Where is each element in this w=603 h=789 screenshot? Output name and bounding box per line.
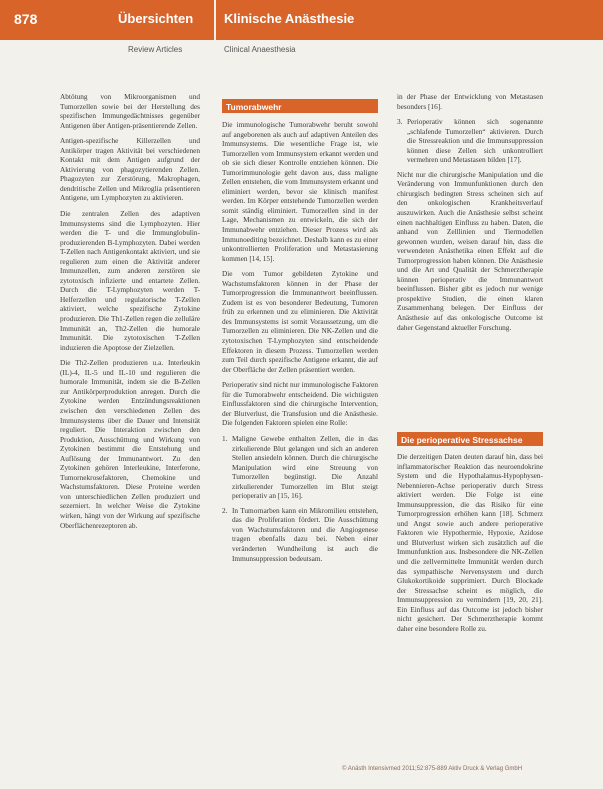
list-number: 3.: [397, 117, 403, 127]
column-right-lower: [397, 452, 543, 639]
list-text: Maligne Gewebe enthalten Zellen, die in das zirkulierende Blut gelangen und sich an anderen Stellen ansiedeln können. Durch die chirurgische Manipulation wird eine Streuung von Tumorzellen begünstigt. Die Anzahl zirkulierender Tumorzellen im Blut steigt perioperativ an [15, 16].: [232, 433, 378, 501]
column-left: [60, 92, 200, 536]
list-item: [397, 117, 543, 165]
section-heading-tumorabwehr: Tumorabwehr: [222, 99, 378, 113]
paragraph: Die Th2-Zellen produzieren u.a. Interleukin (IL)-4, IL-5 und IL-10 und regulieren die humorale Immunität, indem sie die B-Zellen zur Antikörperproduktion anregen. Durch die Zytokine werden Entzündungsreaktionen zwischen den verschiedenen Zellen des Immunsystems über die Dauer und Intensität reguliert. Die Interaktion zwischen den Produktion, Ausschüttung und Wirkung von Zytokinen bestimmt die Entstehung und Auflösung der Immunantwort. Zu den Zytokinen gehören Interleukine, Interferone, Tumornekrosefaktoren, Chemokine und Wachstumsfaktoren. Diese Proteine werden von unterschiedlichen Zellen produziert und sezerniert. In welcher Weise die Zytokine wirken, hängt von der Wirkung auf spezifische Oberflächenrezeptoren ab.: [60, 358, 200, 530]
paragraph: Die immunologische Tumorabwehr beruht sowohl auf angeborenen als auch auf adaptiven Anteilen des Immunsystems. Die wesentliche Frage ist, wie Tumorzellen vom Immunsystem erkannt werden und ob sie sich dieser Kontrolle entziehen können. Die Tumorimmunologie geht davon aus, dass maligne Zellen entstehen, die vom Immunsystem erkannt und eliminiert werden, bevor sie klinisch manifest werden. Im Körper entstehende Tumorzellen werden somit ständig eliminiert. Tumorzellen sind in der Lage, Mechanismen zu entwickeln, die sich der Immunabwehr entziehen. Dieser Prozess wird als Immunoediting bezeichnet. Deshalb kann es zu einer unkontrollierten Proliferation und Metastasierung kommen [14, 15].: [222, 120, 378, 263]
paragraph: in der Phase der Entwicklung von Metastasen besonders [16].: [397, 92, 543, 111]
paragraph: Abtötung von Mikroorganismen und Tumorzellen sowie bei der Herstellung des spezifischen Immungedächtnisses gegenüber Antigenen über Antigen-präsentierende Zellen.: [60, 92, 200, 130]
section-title: Übersichten: [118, 11, 194, 26]
column-right: [397, 92, 543, 338]
list-number: 2.: [222, 505, 228, 515]
list-item: [222, 506, 378, 563]
paragraph: Perioperativ sind nicht nur immunologische Faktoren für die Tumorabwehr entscheidend. Die wichtigsten Einflussfaktoren sind die chirurgische Intervention, der Blutverlust, die Transfusion und die Anästhesie. Die folgenden Faktoren spielen eine Rolle:: [222, 380, 378, 428]
list-number: 1.: [222, 433, 228, 443]
subject-title: Klinische Anästhesie: [224, 11, 355, 26]
paragraph: Die zentralen Zellen des adaptiven Immunsystems sind die Lymphozyten. Hier werden die T- und die Immunglobulin-produzierenden B-Lymphozyten. Dabei werden T-Zellen nach Antigenkontakt aktiviert, und sie regulieren zum einen die Aktivität anderer Immunzellen, zum anderen zerstören sie zytotoxisch infizierte und entartete Zellen. Durch die T-Lymphozyten werden T-Helferzellen und regulatorische T-Zellen aktiviert, welche spezifische Zytokine produzieren. Die Th1-Zellen regen die zelluläre Immunität an, Th2-Zellen die humorale Immunität. Die zytotoxischen T-Zellen induzieren die Apoptose der Zielzellen.: [60, 209, 200, 352]
column-middle: [222, 120, 378, 568]
paragraph: Die derzeitigen Daten deuten darauf hin, dass bei inflammatorischer Reaktion das neuroendokrine System und die Hypothalamus-Hypophysen-Nebennieren-Achse perioperativ durch Stress aktiviert werden. Die Folge ist eine Immunsuppression, die das Risiko für eine Tumorprogression erhöhen kann [18]. Schmerz und Angst sowie auch andere perioperative Faktoren wie Hypothermie, Hypoxie, Azidose und Blutverlust wirken sich zusätzlich auf die Immunfunktion aus. Insbesondere die NK-Zellen und die zellvermittelte Immunität werden durch das sympathische Nervensystem und durch Glukokortikoide supprimiert. Durch Blockade der Stressachse scheint es möglich, die Immunsuppression zu vermindern [19, 20, 21]. Ein Einfluss auf das Outcome ist jedoch bisher nicht gesichert. Der Schmerztherapie kommt daher eine besondere Rolle zu.: [397, 452, 543, 633]
subheader-left: Review Articles: [128, 45, 183, 54]
paragraph: Die vom Tumor gebildeten Zytokine und Wachstumsfaktoren können in der Phase der Tumorprogression die Immunantwort beeinflussen. Zudem ist es von besonderer Bedeutung, Tumoren früh zu erkennen und zu eliminieren. Die Aktivität des Immunsystems ist somit Voraussetzung, um die Tumorzellen zu eliminieren. Die NK-Zellen und die zytotoxischen T-Lymphozyten sind entscheidende Effektoren in diesem Prozess. Tumorzellen werden zum Teil durch spezifische Antigene erkannt, die auf der Oberfläche der Zellen präsentiert werden.: [222, 269, 378, 374]
header-divider: [214, 0, 216, 40]
page-footer: © Anästh Intensivmed 2011;52:875-889 Aktiv Druck & Verlag GmbH: [342, 766, 523, 772]
list-text: Perioperativ können sich sogenannte „schlafende Tumorzellen“ aktivieren. Durch die Stressreaktion und die Immunsuppression können diese Zellen sich unkontrolliert vermehren und Metastasen bilden [17].: [407, 117, 543, 165]
list-text: In Tumornarben kann ein Mikromilieu entstehen, das die Proliferation fördert. Die Ausschüttung von Wachstumsfaktoren und die Angiogenese tragen ebenfalls dazu bei. Neben einer veränderten Wundheilung ist auch die Immunsuppression bedeutsam.: [232, 505, 378, 563]
page-header-bar: [0, 0, 603, 40]
paragraph: Nicht nur die chirurgische Manipulation und die Veränderung von Immunfunktionen durch den chirurgisch bedingten Stress scheinen sich auf den onkologischen Krankheitsverlauf auszuwirken. Auch die Anästhesie selbst scheint einen nachhaltigen Einfluss zu haben. Daten, die anhand von Zelllinien und Tiermodellen gewonnen wurden, weisen darauf hin, dass die verwendeten Anästhetika einen Effekt auf die Tumorprogression haben können. Die Anästhesie und die Art und Qualität der Schmerztherapie können perioperativ die Immunantwort beeinflussen. Bisher gibt es jedoch nur wenige prospektive Studien, die einen klaren Zusammenhang belegen. Der Einfluss der Anästhesie auf das onkologische Outcome ist daher Gegenstand aktueller Forschung.: [397, 169, 543, 332]
paragraph: Antigen-spezifische Killerzellen und Antikörper tragen Aktivität bei verschiedenen Kontakt mit dem Antigen aufgrund der Aktivierung von phagozytierenden Zellen. Phagozyten zur Zerstörung, Makrophagen, dendritische Zellen und Mikroglia präsentieren Antigene, um Lymphozyten zu aktivieren.: [60, 136, 200, 203]
list-item: [222, 434, 378, 501]
subheader-right: Clinical Anaesthesia: [224, 45, 296, 54]
section-heading-stressachse: Die perioperative Stressachse: [397, 432, 543, 446]
page-number: 878: [14, 11, 38, 27]
